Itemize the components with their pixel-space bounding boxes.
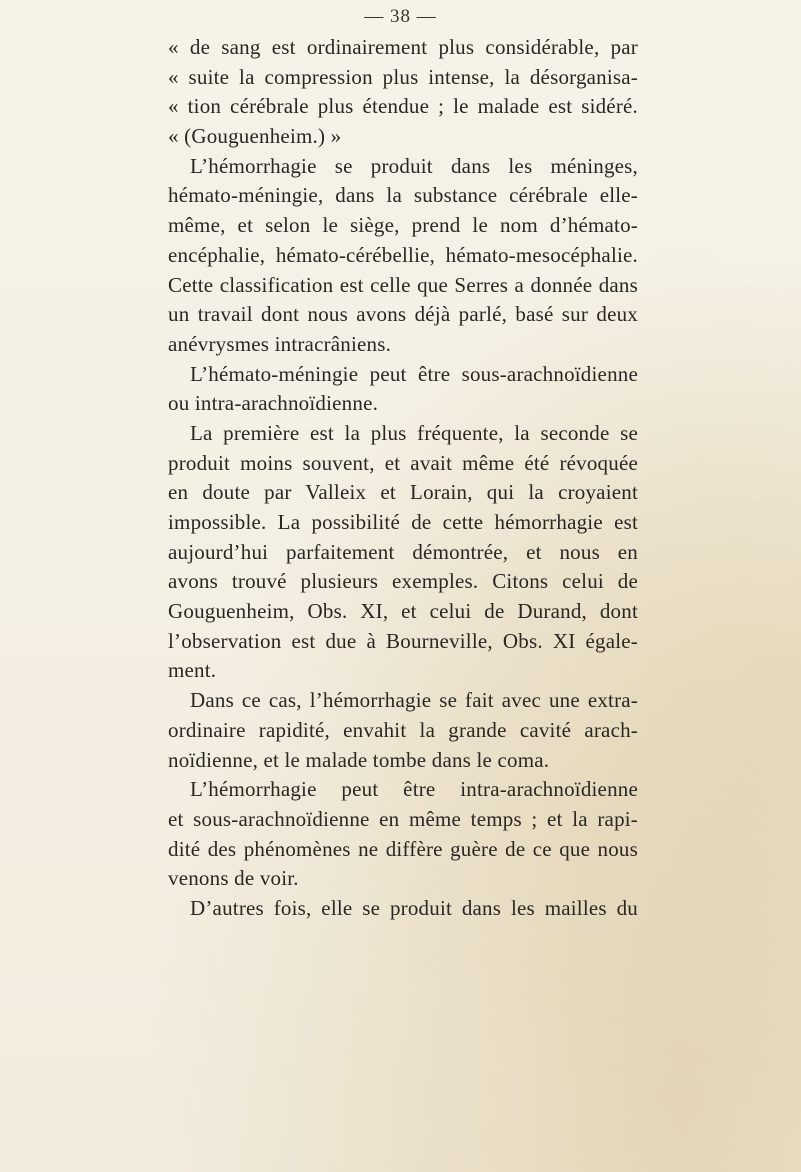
text-line: « suite la compression plus intense, la désorganisa- [168,64,638,89]
text-line: Gouguenheim, Obs. XI, et celui de Durand, dont [168,599,638,624]
text-line: ordinaire rapidité, envahit la grande cavité arach- [168,717,638,742]
text-line: L’hémorrhagie peut être intra-arachnoïdienne [190,777,638,802]
text-line: « tion cérébrale plus étendue ; le malade est sidéré. [168,94,638,119]
text-line: même, et selon le siège, prend le nom d’hémato- [168,213,638,238]
text-line: avons trouvé plusieurs exemples. Citons celui de [168,569,638,594]
text-line: un travail dont nous avons déjà parlé, basé sur deux [168,302,638,327]
body-text [168,33,638,924]
text-line: et sous-arachnoïdienne en même temps ; et la rapi- [168,806,638,831]
text-line: Dans ce cas, l’hémorrhagie se fait avec une extra- [190,688,638,713]
text-line: dité des phénomènes ne diffère guère de ce que nous [168,836,638,861]
text-line: encéphalie, hémato-cérébellie, hémato-mesocéphalie. [168,242,638,267]
text-line: L’hémorrhagie se produit dans les méninges, [190,153,638,178]
text-line: anévrysmes intracrâniens. [168,331,392,356]
text-line: en doute par Valleix et Lorain, qui la croyaient [168,480,638,505]
text-line: « de sang est ordinairement plus considérable, par [168,35,638,59]
text-line: noïdienne, et le malade tombe dans le coma. [168,747,550,772]
text-line: aujourd’hui parfaitement démontrée, et nous en [168,539,638,564]
text-line: « (Gouguenheim.) » [168,124,342,149]
text-line: D’autres fois, elle se produit dans les mailles du [190,895,638,920]
text-line: L’hémato-méningie peut être sous-arachnoïdienne [190,361,638,386]
text-line: l’observation est due à Bourneville, Obs. XI égale- [168,628,638,653]
text-line: ment. [168,658,217,683]
text-line: impossible. La possibilité de cette hémorrhagie est [168,510,638,534]
text-line: La première est la plus fréquente, la seconde se [190,420,638,445]
page-number: — 38 — [364,6,437,27]
text-line: produit moins souvent, et avait même été révoquée [168,450,638,475]
text-line: venons de voir. [168,866,299,891]
text-line: hémato-méningie, dans la substance cérébrale elle- [168,183,638,208]
text-line: Cette classification est celle que Serres a donnée dans [168,272,638,297]
text-line: ou intra-arachnoïdienne. [168,391,379,416]
